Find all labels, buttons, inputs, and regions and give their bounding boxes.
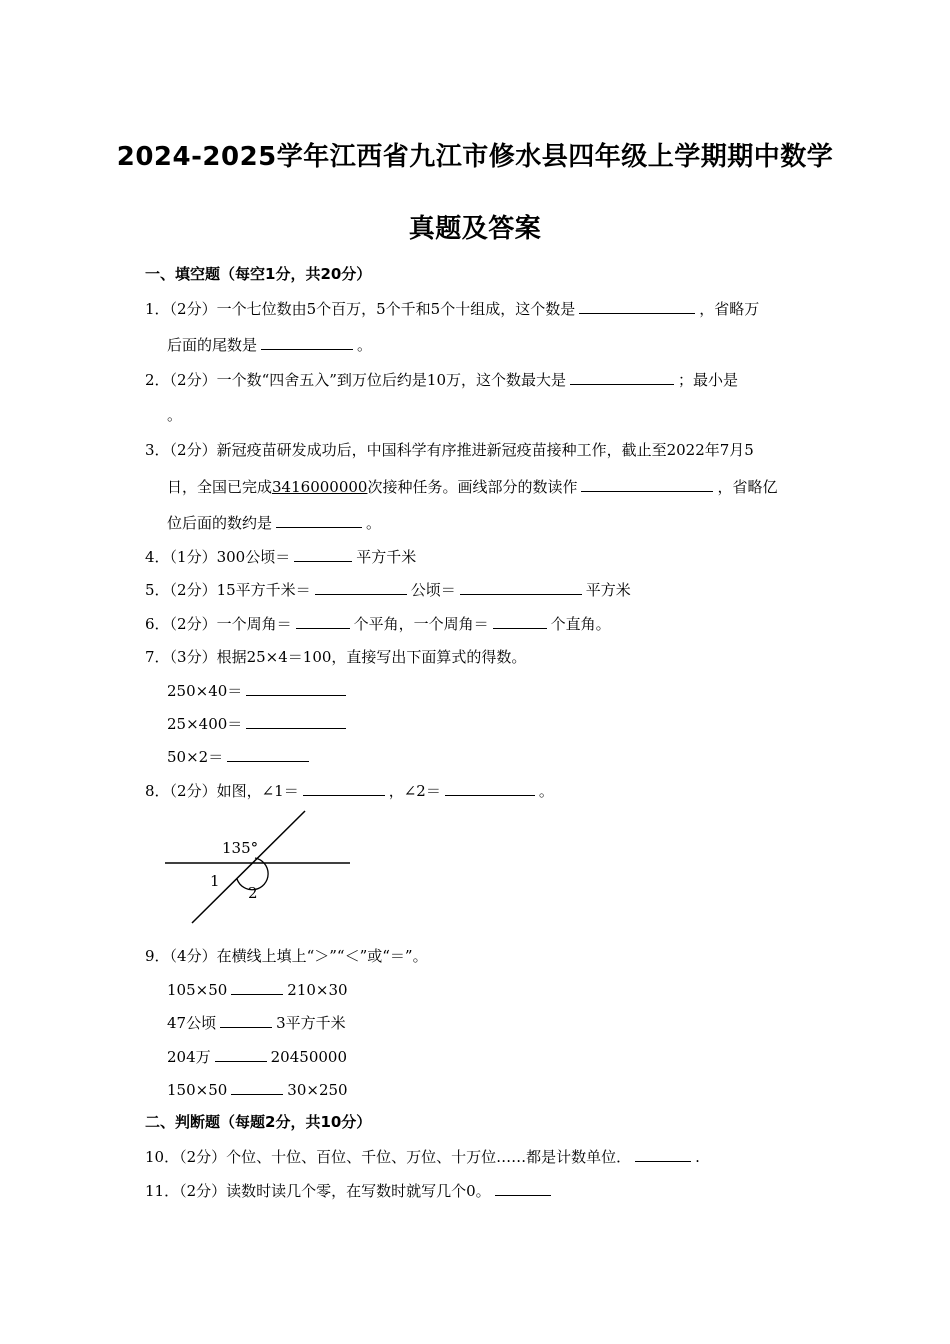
question-4: 4．（1分）300公顷＝ 平方千米: [145, 548, 417, 566]
answer-blank[interactable]: [445, 780, 535, 796]
answer-blank[interactable]: [460, 579, 582, 595]
answer-blank[interactable]: [635, 1146, 691, 1162]
answer-blank[interactable]: [294, 546, 352, 562]
question-10: 10．（2分）个位、十位、百位、千位、万位、十万位……都是计数单位． .: [145, 1148, 700, 1166]
angle-label-135: 135°: [222, 839, 259, 857]
question-11: 11．（2分）读数时读几个零，在写数时就写几个0。: [145, 1180, 555, 1201]
question-3-line-2: 日，全国已完成3416000000次接种任务。画线部分的数读作 ，省略亿: [167, 478, 778, 496]
title-line-1: 2024-2025学年江西省九江市修水县四年级上学期期中数学: [116, 142, 834, 172]
question-5: 5．（2分）15平方千米＝ 公顷＝ 平方米: [145, 581, 631, 599]
question-9: 9．（4分）在横线上填上“＞”“＜”或“＝”。: [145, 947, 428, 965]
question-2-line-2: 。: [167, 406, 183, 424]
answer-blank[interactable]: [276, 512, 362, 528]
underlined-number: 3416000000: [272, 478, 368, 496]
question-7-item: 250×40＝: [167, 680, 350, 701]
answer-blank[interactable]: [579, 298, 695, 314]
answer-blank[interactable]: [296, 613, 350, 629]
question-3-line-3: 位后面的数约是 。: [167, 514, 382, 532]
question-7-item: 25×400＝: [167, 713, 350, 734]
question-9-item: 204万 20450000: [167, 1048, 347, 1066]
answer-blank[interactable]: [493, 613, 547, 629]
angle-label-1: 1: [210, 872, 220, 890]
question-8: 8．（2分）如图，∠1＝ ，∠2＝ 。: [145, 782, 554, 800]
answer-blank[interactable]: [261, 334, 353, 350]
answer-blank[interactable]: [215, 1046, 267, 1062]
answer-blank[interactable]: [231, 1079, 283, 1095]
answer-blank[interactable]: [231, 979, 283, 995]
section-heading-true-false: 二、判断题（每题2分，共10分）: [145, 1113, 372, 1131]
answer-blank[interactable]: [246, 680, 346, 696]
question-7: 7．（3分）根据25×4＝100，直接写出下面算式的得数。: [145, 648, 527, 666]
answer-blank[interactable]: [570, 369, 674, 385]
diagonal-line: [192, 811, 305, 923]
answer-blank[interactable]: [303, 780, 385, 796]
section-heading-fill-blank: 一、填空题（每空1分，共20分）: [145, 265, 372, 283]
question-6: 6．（2分）一个周角＝ 个平角，一个周角＝ 个直角。: [145, 615, 611, 633]
question-9-item: 47公顷 3平方千米: [167, 1014, 346, 1032]
question-7-item: 50×2＝: [167, 746, 313, 767]
angle-figure: [160, 806, 360, 930]
angle-label-2: 2: [248, 884, 258, 902]
answer-blank[interactable]: [495, 1180, 551, 1196]
answer-blank[interactable]: [581, 476, 713, 492]
answer-blank[interactable]: [246, 713, 346, 729]
title-line-2: 真题及答案: [408, 214, 542, 244]
answer-blank[interactable]: [315, 579, 407, 595]
question-1-line-2: 后面的尾数是 。: [167, 336, 373, 354]
answer-blank[interactable]: [227, 746, 309, 762]
question-9-item: 150×50 30×250: [167, 1081, 348, 1099]
answer-blank[interactable]: [220, 1012, 272, 1028]
question-2-line-1: 2．（2分）一个数“四舍五入”到万位后约是10万，这个数最大是 ；最小是: [145, 371, 739, 389]
question-1-line-1: 1．（2分）一个七位数由5个百万，5个千和5个十组成，这个数是 ，省略万: [145, 300, 760, 318]
question-3-line-1: 3．（2分）新冠疫苗研发成功后，中国科学有序推进新冠疫苗接种工作，截止至2022年7月5: [145, 441, 754, 459]
question-9-item: 105×50 210×30: [167, 981, 348, 999]
